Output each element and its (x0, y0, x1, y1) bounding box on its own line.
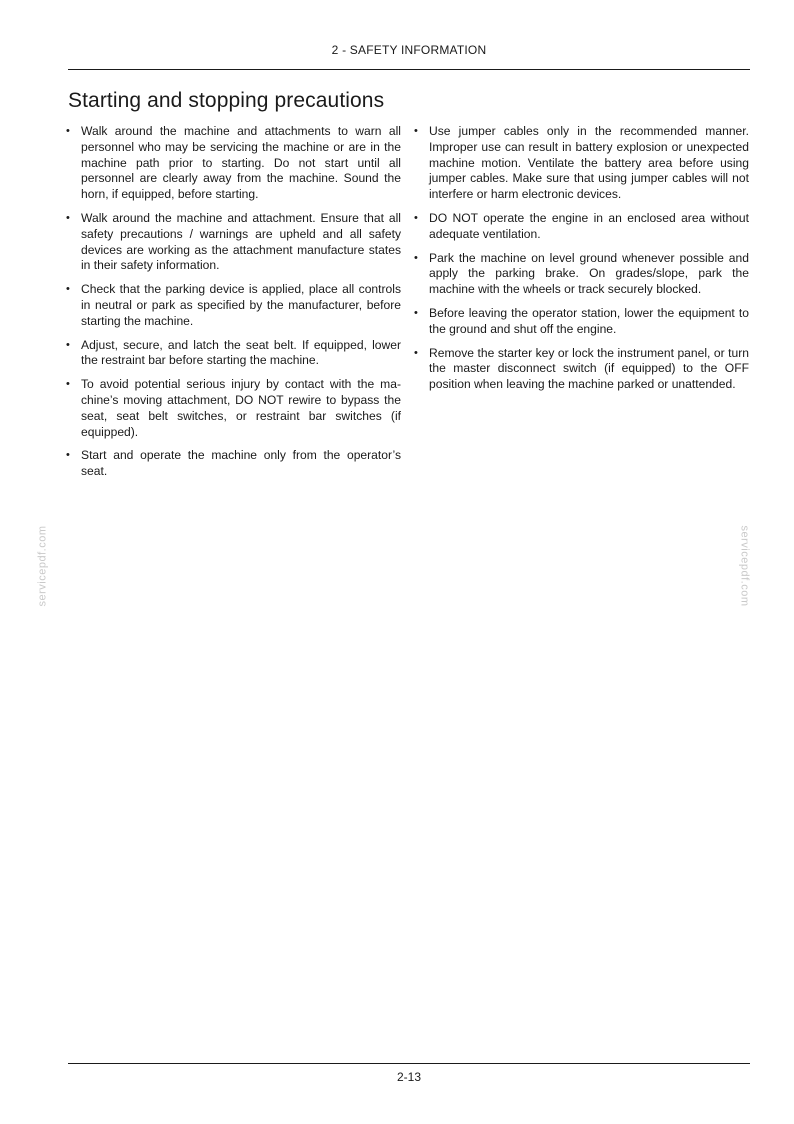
list-item-text: Check that the parking device is applied, place all controls in neutral or park as specified by the manufacturer, before starting the machine. (81, 282, 401, 328)
section-header: 2 - SAFETY INFORMATION (331, 43, 487, 57)
list-item-text: DO NOT operate the engine in an enclosed area without adequate ventilation. (429, 210, 749, 241)
list-item (414, 251, 749, 298)
bullet-icon: • (66, 378, 70, 391)
bullet-icon: • (66, 449, 70, 462)
bullet-icon: • (414, 251, 418, 264)
bullet-icon: • (66, 338, 70, 351)
bullet-icon: • (414, 306, 418, 319)
page-number: 2-13 (396, 1070, 422, 1084)
watermark-right: servicepdf.com (738, 525, 751, 607)
list-item (414, 346, 749, 393)
list-item (414, 124, 749, 203)
list-item-text: Before leaving the operator station, lower the equipment to the ground and shut off the engine. (429, 305, 749, 336)
bullet-icon: • (414, 125, 418, 137)
list-item-text: To avoid potential serious injury by contact with the machine’s moving attachment, DO NOT rewire to bypass the seat, seat belt switches, or restraint bar switches (if equipped). (81, 377, 401, 439)
bullet-icon: • (66, 125, 70, 137)
list-item-text: Use jumper cables only in the recommended manner. Improper use can result in battery explosion or unexpected machine motion. Ventilate the battery area before using jumper cables. Make sure that using jumper cables will not interfere or harm electronic devices. (429, 124, 749, 202)
watermark-left: servicepdf.com (36, 525, 49, 607)
list-item-text: Remove the starter key or lock the instrument panel, or turn the master disconnect switch (if equipped) to the OFF position when leaving the machine parked or unattended. (429, 345, 749, 392)
bullet-icon: • (414, 346, 418, 359)
header-divider (68, 69, 750, 70)
bullet-icon: • (66, 283, 70, 296)
list-item (66, 211, 401, 274)
left-column-list (66, 124, 401, 488)
bullet-icon: • (414, 211, 418, 224)
list-item-text: Walk around the machine and attachment. Ensure that all safety precautions / warnings are upheld and all safety devices are working as the attachment manufacture states in their safety information. (81, 210, 401, 273)
list-item (414, 306, 749, 338)
list-item-text: Adjust, secure, and latch the seat belt. If equipped, lower the restraint bar before starting the machine. (81, 337, 401, 368)
footer-divider (68, 1063, 750, 1064)
right-column-list (414, 124, 749, 401)
bullet-icon: • (66, 211, 70, 224)
list-item (66, 448, 401, 480)
list-item-text: Park the machine on level ground whenever possible and apply the parking brake. On grades/slope, park the machine with the wheels or track securely blocked. (429, 250, 749, 297)
list-item (66, 282, 401, 329)
page-title: Starting and stopping precautions (68, 89, 385, 112)
list-item (66, 338, 401, 370)
list-item (414, 211, 749, 243)
list-item-text: Start and operate the machine only from the operator’s seat. (81, 448, 401, 479)
list-item (66, 124, 401, 203)
list-item (66, 377, 401, 440)
list-item-text: Walk around the machine and attachments to warn all personnel who may be servicing the machine or are in the machine path prior to starting. Do not start until all personnel are clearly away from the machine. Sound the horn, if equipped, before starting. (81, 124, 401, 202)
